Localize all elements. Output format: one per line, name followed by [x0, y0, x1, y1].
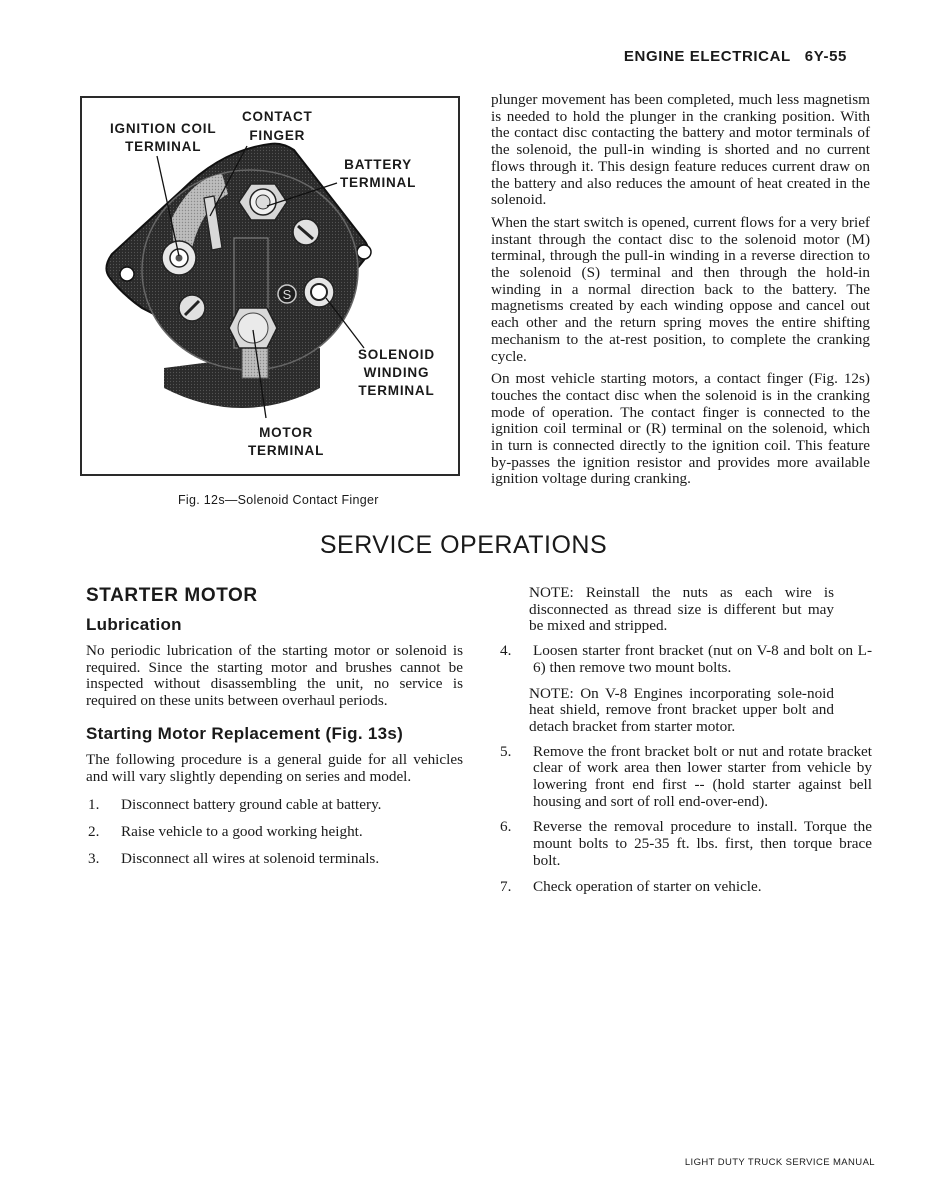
callout-battery-terminal: BATTERY TERMINAL	[340, 157, 417, 190]
step-item: 4. Loosen starter front bracket (nut on V-8 and bolt on L-6) then remove two mount bolts.	[500, 642, 872, 676]
step-item: 2. Raise vehicle to a good working height.	[88, 822, 363, 840]
step-item: 5. Remove the front bracket bolt or nut and rotate bracket clear of work area then lower starter from vehicle by lowering front end first -- (hold starter against bell housing and sort of roll end-over-end).	[500, 742, 872, 810]
step-item: 3. Disconnect all wires at solenoid terminals.	[88, 849, 380, 867]
step-item: 7. Check operation of starter on vehicle.	[500, 877, 762, 895]
paragraph: When the start switch is opened, current flows for a very brief instant through the contact disc to the solenoid motor (M) terminal, through the pull-in winding in a reverse direction to the solenoid (S) terminal and then through the hold-in winding in a normal direction back to the battery. The magnetisms created by each winding oppose and cancel out each other and the return spring moves the entire shifting mechanism to the at-rest position, to complete the cranking cycle.	[491, 213, 870, 365]
callout-motor-terminal: MOTOR TERMINAL	[248, 425, 325, 458]
callout-solenoid-winding-terminal: SOLENOID WINDING TERMINAL	[358, 347, 435, 398]
section-name: ENGINE ELECTRICAL	[623, 48, 791, 65]
figure-solenoid-contact-finger	[80, 96, 460, 476]
page-number: 6Y-55	[804, 48, 847, 65]
footer-manual-title: LIGHT DUTY TRUCK SERVICE MANUAL	[684, 1157, 875, 1168]
replacement-steps-right-continued	[498, 744, 872, 896]
s-marking-label: S	[282, 287, 292, 302]
callout-contact-finger: CONTACT FINGER	[242, 109, 313, 143]
paragraph: On most vehicle starting motors, a contact finger (Fig. 12s) touches the contact disc when the solenoid is in the cranking mode of operation. The contact finger is connected to the ignition coil terminal or (R) terminal on the solenoid, which in turn is connected directly to the ignition coil. This feature by-passes the ignition resistor and provides more available ignition voltage during cranking.	[491, 370, 870, 488]
lubrication-text: No periodic lubrication of the starting motor or solenoid is required. Since the starting motor and brushes cannot be inspected without disassembling the unit, no service is required on these units between overhaul periods.	[86, 642, 463, 710]
callout-ignition-coil-terminal: IGNITION COIL TERMINAL	[110, 121, 217, 154]
heading-starter-motor: STARTER MOTOR	[86, 585, 258, 606]
replacement-intro: The following procedure is a general guide for all vehicles and will vary slightly depending on series and model.	[86, 750, 463, 785]
left-column	[86, 585, 463, 876]
replacement-steps-left	[86, 797, 463, 867]
section-title: SERVICE OPERATIONS	[319, 531, 608, 559]
heading-lubrication: Lubrication	[86, 615, 182, 634]
note-thread-size: NOTE: Reinstall the nuts as each wire is disconnected as thread size is different but may be mixed and stripped.	[529, 584, 834, 635]
note-heat-shield: NOTE: On V-8 Engines incorporating sole-noid heat shield, remove front bracket upper bolt and detach bracket from starter motor.	[529, 684, 834, 735]
heading-replacement: Starting Motor Replacement (Fig. 13s)	[86, 723, 404, 743]
mounting-hole-right	[357, 245, 371, 259]
figure-caption: Fig. 12s—Solenoid Contact Finger	[178, 493, 379, 507]
step-item: 1. Disconnect battery ground cable at battery.	[88, 796, 382, 814]
paragraph: plunger movement has been completed, much less magnetism is needed to hold the plunger in the cranking position. With the contact disc contacting the battery and motor terminals of the solenoid, the pull-in winding is shorted and no current flows through it. This design feature reduces current draw on the battery and also reduces the amount of heat created in the solenoid.	[491, 91, 870, 209]
replacement-steps-right	[498, 643, 872, 676]
intro-text-column	[491, 92, 870, 494]
step-item: 6. Reverse the removal procedure to install. Torque the mount bolts to 25-35 ft. lbs. first, then torque brace bolt.	[500, 818, 872, 869]
mounting-hole-left	[120, 267, 134, 281]
running-head	[610, 48, 847, 65]
right-column	[498, 585, 872, 904]
